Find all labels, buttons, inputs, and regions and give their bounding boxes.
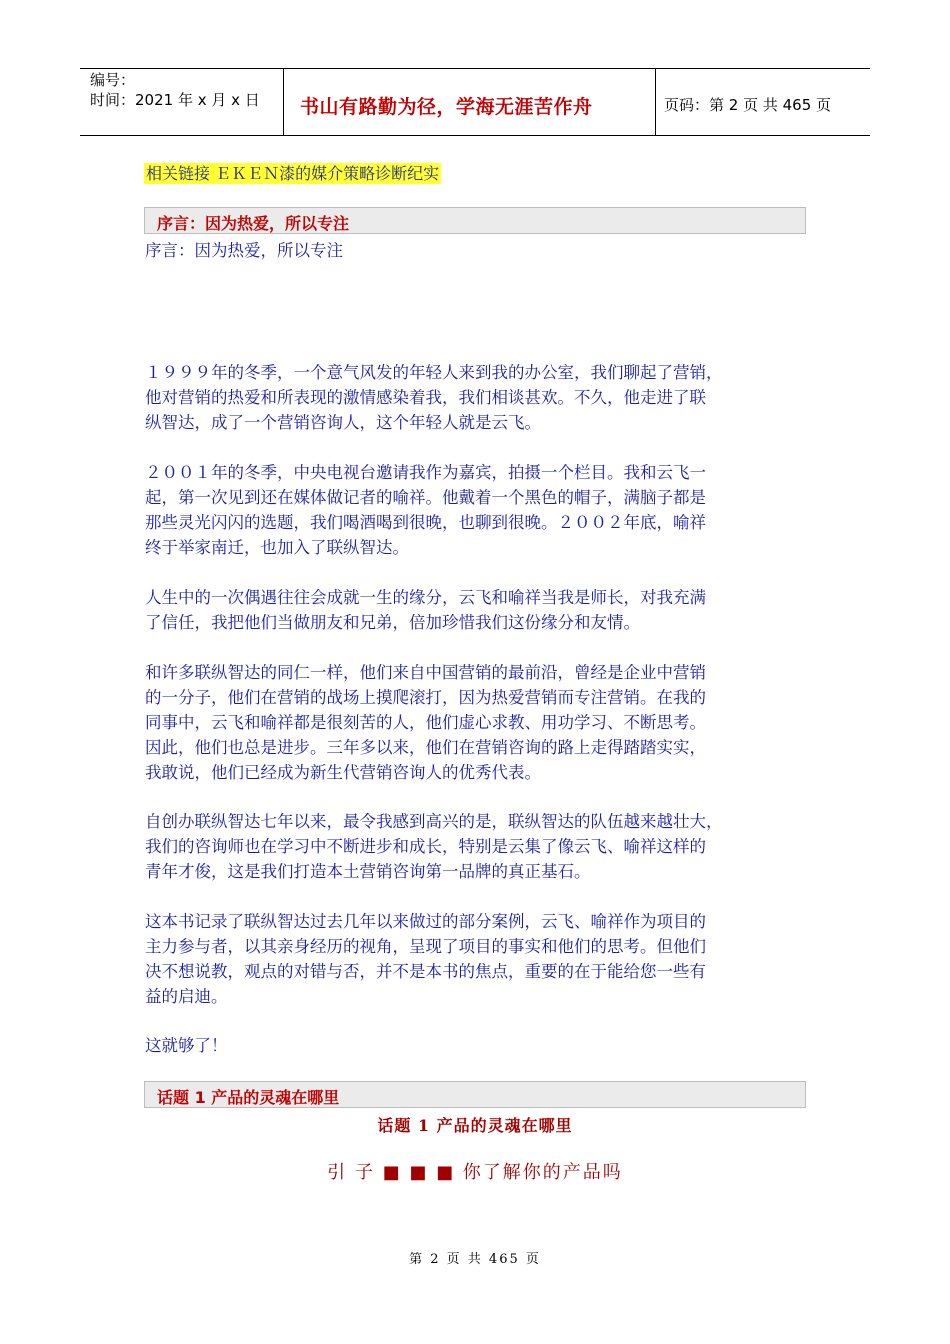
paragraph-line: 的一分子，他们在营销的战场上摸爬滚打，因为热爱营销而专注营销。在我的 <box>145 688 706 707</box>
section-bar-preface-title: 序言：因为热爱，所以专注 <box>157 214 350 233</box>
topic-1-intro: 引 子 ■ ■ ■ 你了解你的产品吗 <box>327 1162 623 1183</box>
paragraph-line: 这本书记录了联纵智达过去几年以来做过的部分案例，云飞、喻祥作为项目的 <box>145 912 706 931</box>
paragraph-line: 和许多联纵智达的同仁一样，他们来自中国营销的最前沿，曾经是企业中营销 <box>145 663 706 682</box>
related-link-text[interactable]: 相关链接 ＥＫＥＮ漆的媒介策略诊断纪实 <box>146 164 440 183</box>
header-divider-right <box>655 68 656 136</box>
header-motto: 书山有路勤为径，学海无涯苦作舟 <box>300 96 593 118</box>
paragraph-line: 他对营销的热爱和所表现的激情感染着我，我们相谈甚欢。不久，他走进了联 <box>145 388 706 407</box>
document-date-label: 时间：2021 年 x 月 x 日 <box>90 91 260 109</box>
preface-subtitle: 序言：因为热爱，所以专注 <box>145 241 343 260</box>
paragraph-line: 起，第一次见到还在媒体做记者的喻祥。他戴着一个黑色的帽子，满脑子都是 <box>145 488 706 507</box>
paragraph-7 <box>145 1033 825 1058</box>
paragraph-line: 我敢说，他们已经成为新生代营销咨询人的优秀代表。 <box>145 763 541 782</box>
paragraph-line: 青年才俊，这是我们打造本土营销咨询第一品牌的真正基石。 <box>145 862 591 881</box>
paragraph-line: 决不想说教，观点的对错与否，并不是本书的焦点，重要的在于能给您一些有 <box>145 962 706 981</box>
paragraph-line: 主力参与者，以其亲身经历的视角，呈现了项目的事实和他们的思考。但他们 <box>145 937 706 956</box>
paragraph-line: 终于举家南迁，也加入了联纵智达。 <box>145 538 409 557</box>
paragraph-line: 这就够了！ <box>145 1036 228 1055</box>
paragraph-6 <box>145 909 825 1009</box>
paragraph-2 <box>145 460 825 560</box>
document-number-label: 编号： <box>90 71 136 89</box>
page-footer: 第 2 页 共 465 页 <box>409 1252 541 1267</box>
paragraph-1 <box>145 360 825 435</box>
header-divider-left <box>283 68 284 136</box>
paragraph-line: 同事中，云飞和喻祥都是很刻苦的人，他们虚心求教、用功学习、不断思考。 <box>145 713 706 732</box>
section-bar-preface <box>144 207 806 234</box>
paragraph-5 <box>145 809 825 884</box>
paragraph-line: 人生中的一次偶遇往往会成就一生的缘分，云飞和喻祥当我是师长，对我充满 <box>145 588 706 607</box>
paragraph-line: 自创办联纵智达七年以来，最令我感到高兴的是，联纵智达的队伍越来越壮大， <box>145 812 723 831</box>
header-top-border <box>80 68 870 69</box>
section-bar-topic-1 <box>144 1081 806 1108</box>
paragraph-line: 了信任，我把他们当做朋友和兄弟，倍加珍惜我们这份缘分和友情。 <box>145 613 640 632</box>
paragraph-3 <box>145 585 825 635</box>
section-bar-topic-1-title: 话题 1 产品的灵魂在哪里 <box>157 1088 340 1107</box>
paragraph-line: 那些灵光闪闪的选题，我们喝酒喝到很晚，也聊到很晚。２００２年底，喻祥 <box>145 513 706 532</box>
paragraph-line: 我们的咨询师也在学习中不断进步和成长，特别是云集了像云飞、喻祥这样的 <box>145 837 706 856</box>
topic-1-title: 话题 1 产品的灵魂在哪里 <box>377 1116 573 1135</box>
header-bottom-border <box>80 135 870 136</box>
paragraph-line: ２００１年的冬季，中央电视台邀请我作为嘉宾，拍摄一个栏目。我和云飞一 <box>145 463 706 482</box>
paragraph-4 <box>145 660 825 785</box>
related-link[interactable] <box>144 161 441 184</box>
header-page-info: 页码：第 2 页 共 465 页 <box>664 96 832 114</box>
paragraph-line: 因此，他们也总是进步。三年多以来，他们在营销咨询的路上走得踏踏实实， <box>145 738 706 757</box>
paragraph-line: 纵智达，成了一个营销咨询人，这个年轻人就是云飞。 <box>145 413 541 432</box>
paragraph-line: １９９９年的冬季，一个意气风发的年轻人来到我的办公室，我们聊起了营销， <box>145 363 723 382</box>
paragraph-line: 益的启迪。 <box>145 987 228 1006</box>
